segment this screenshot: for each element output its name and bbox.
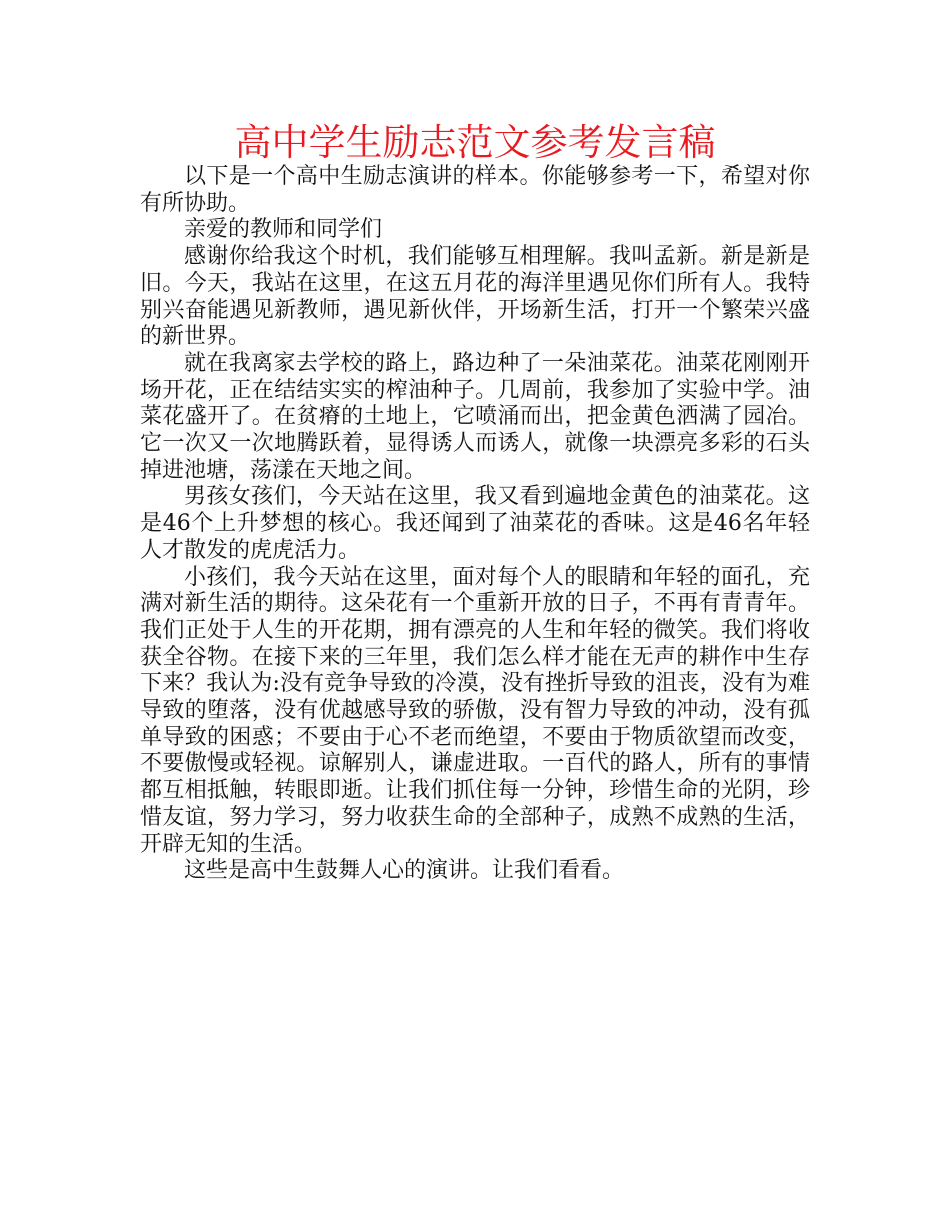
paragraph-closing: 这些是高中生鼓舞人心的演讲。让我们看看。 bbox=[184, 858, 625, 884]
paragraph-rapeseed-flower: 就在我离家去学校的路上，路边种了一朵油菜花。油菜花刚刚开场开花，正在结结实实的榨油种子。几周前，我参加了实验中学。油菜花盛开了。在贫瘠的土地上，它喷涌而出，把金黄色洒满了园冶。它一次又一次地腾跃着，显得诱人而诱人，就像一块漂亮多彩的石头掉进池塘，荡漾在天地之间。 bbox=[140, 350, 810, 483]
paragraph-salutation: 亲爱的教师和同学们 bbox=[184, 217, 383, 243]
paragraph-boys-girls: 男孩女孩们，今天站在这里，我又看到遍地金黄色的油菜花。这是46个上升梦想的核心。我还闻到了油菜花的香味。这是46名年轻人才散发的虎虎活力。 bbox=[140, 484, 810, 563]
paragraph-children: 小孩们，我今天站在这里，面对每个人的眼睛和年轻的面孔，充满对新生活的期待。这朵花有一个重新开放的日子，不再有青青年。我们正处于人生的开花期，拥有漂亮的人生和年轻的微笑。我们将收获全谷物。在接下来的三年里，我们怎么样才能在无声的耕作中生存下来？我认为:没有竞争导致的冷漠，没有挫折导致的沮丧，没有为难导致的堕落，没有优越感导致的骄傲，没有智力导致的冲动，没有孤单导致的困惑；不要由于心不老而绝望，不要由于物质欲望而改变，不要傲慢或轻视。谅解别人，谦虚进取。一百代的路人，所有的事情都互相抵触，转眼即逝。让我们抓住每一分钟，珍惜生命的光阴，珍惜友谊，努力学习，努力收获生命的全部种子，成熟不成熟的生活，开辟无知的生活。 bbox=[140, 564, 810, 857]
paragraph-intro: 以下是一个高中生励志演讲的样本。你能够参考一下，希望对你有所协助。 bbox=[140, 164, 810, 216]
document-body bbox=[140, 164, 810, 885]
document-title: 高中学生励志范文参考发言稿 bbox=[234, 121, 716, 164]
paragraph-thanks: 感谢你给我这个时机，我们能够互相理解。我叫孟新。新是新是旧。今天，我站在这里，在这五月花的海洋里遇见你们所有人。我特别兴奋能遇见新教师，遇见新伙伴，开场新生活，打开一个繁荣兴盛的新世界。 bbox=[140, 244, 810, 350]
